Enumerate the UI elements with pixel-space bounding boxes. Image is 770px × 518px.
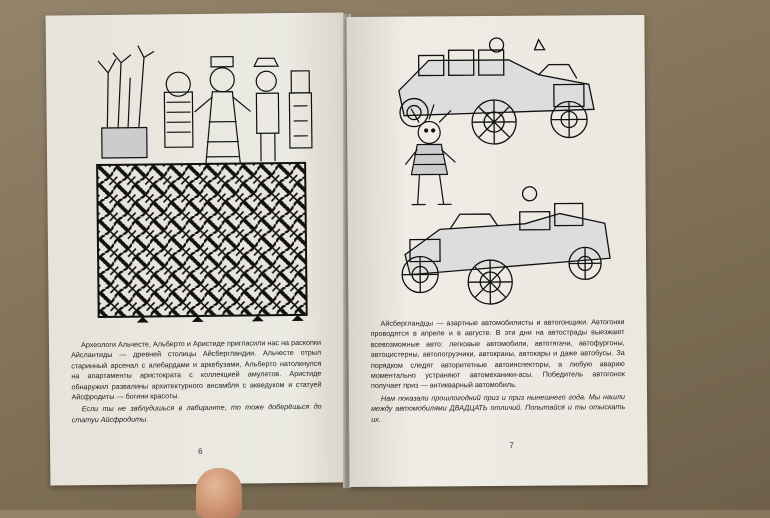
vintage-car-bottom-illustration xyxy=(390,183,616,310)
right-italic-paragraph: Нам показали прошлогодний приз и приз нынешнего года. Мы нашли между автомобилями ДВАДЦАТЬ отличий. Попытайся и ты отыскать их. xyxy=(371,391,626,424)
left-italic-paragraph: Если ты не заблудишься в лабиринте, то тоже доберёшься до статуи Айсфродиты. xyxy=(71,402,322,425)
right-page-number: 7 xyxy=(509,440,514,450)
right-text-block xyxy=(370,317,625,426)
statues-illustration xyxy=(86,31,317,173)
right-paragraph: Айсбергландцы — азартные автомобилисты и автогонщики. Автогонки проводятся в апреле и в августе. В эти дни на автострады выезжают всевозможные авто: легковые автомобили, автотягачи, автофургоны, автоцистерны, автопогрузчики, автокраны, автокары и даже автобусы. За порядком следят авторитетные автоинспекторы, а любую аварию моментально устраняют автомеханики-асы. Победитель автогонок получает приз — антикварный автомобиль. xyxy=(370,317,625,391)
right-page xyxy=(346,15,647,487)
left-page xyxy=(46,12,349,485)
left-paragraph: Археологи Альчесте, Альберто и Аристиде пригласили нас на раскопки Айслантиды — древней столицы Айсбергландии. Альчесте отрыл старинный арсенал с алебардами и аркебузами, Альберто натолкнулся на апартаменты аристократа с коллекцией амулетов. Аристиде обнаружил развалины архитектурного ансамбля с акведуком и статуей Айсфродиты — богини красоты. xyxy=(71,337,322,402)
left-text-block xyxy=(71,338,322,427)
labyrinth-illustration xyxy=(95,161,311,325)
left-page-number: 6 xyxy=(198,446,203,456)
thumb xyxy=(196,468,242,518)
